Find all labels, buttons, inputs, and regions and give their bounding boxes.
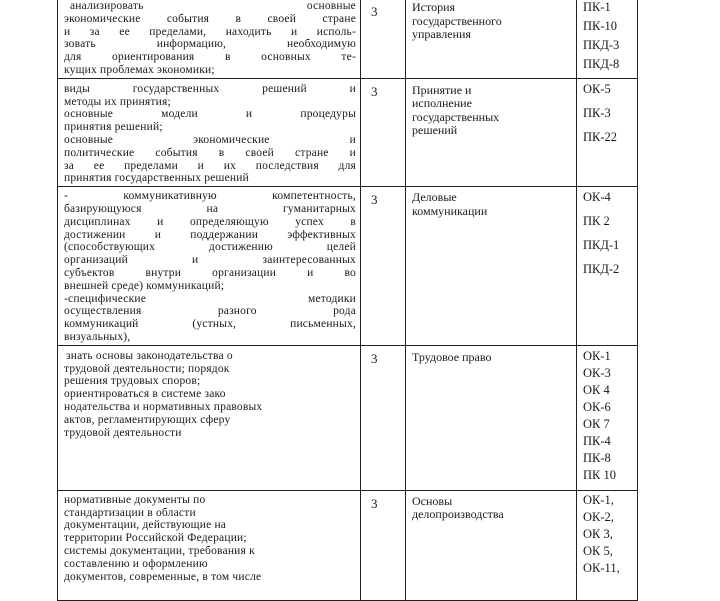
description-line: коммуникаций (устных, письменных, (64, 318, 356, 331)
hours-cell (361, 187, 406, 346)
description-line: достижении и поддержании эффективных (64, 228, 356, 241)
description-cell (58, 345, 361, 490)
competency-code: ОК 4 (583, 382, 610, 397)
description-line: актов, регламентирующих сферу (64, 413, 231, 426)
competency-code: ОК 3, (583, 526, 613, 541)
description-line: нормативные документы по (64, 493, 206, 506)
description-line: принятия государственных решений (64, 172, 249, 185)
competency-code: ОК-5 (583, 81, 611, 96)
hours-cell (361, 345, 406, 490)
description-line: осуществления разного рода (64, 305, 356, 318)
description-line: принятия решений; (64, 121, 163, 134)
competency-code: ОК-2, (583, 509, 614, 524)
description-line: знать основы законодательства о (66, 349, 233, 362)
discipline-line: Трудовое право (412, 349, 492, 364)
curriculum-table (57, 0, 638, 601)
description-line: основные модели и процедуры (64, 108, 356, 121)
description-line: экономические события в своей стране (64, 12, 356, 25)
competency-code: ПК-10 (583, 19, 618, 33)
table-row (58, 490, 638, 600)
description-line: визуальных), (64, 330, 131, 343)
description-line: анализировать основные (70, 0, 356, 12)
discipline-line: государственного (412, 13, 502, 28)
description-line: ориентироваться в системе зако (64, 388, 226, 401)
discipline-line: коммуникации (412, 203, 488, 218)
description-line: (способствующих достижению целей (64, 241, 356, 254)
description-cell (58, 78, 361, 186)
competency-code: ПКД-2 (583, 262, 620, 277)
description-line: трудовой деятельности; порядок (64, 362, 230, 375)
competency-code: ОК-11, (583, 560, 620, 575)
discipline-line: Принятие и (412, 82, 472, 97)
description-line: субъектов внутри организации и во (64, 266, 356, 279)
competency-code: ОК-6 (583, 399, 611, 414)
description-line: зовать информацию, необходимую (64, 38, 356, 51)
description-cell (58, 0, 361, 78)
description-line: - коммуникативную компетентность, (64, 190, 356, 203)
description-cell (58, 490, 361, 600)
description-line: методы их принятия; (64, 95, 171, 108)
discipline-cell (406, 490, 577, 600)
hours-cell (361, 78, 406, 186)
competencies-cell (577, 490, 638, 600)
competency-code: ПК-4 (583, 433, 611, 448)
competency-code: ПКД-1 (583, 238, 620, 253)
description-line: за ее пределами и их последствия для (64, 159, 356, 172)
description-line: политические события в своей стране и (64, 146, 356, 159)
description-line: нодательства и нормативных правовых (64, 400, 263, 413)
table-row (58, 0, 638, 78)
competency-code: ОК 5, (583, 543, 613, 558)
table-row (58, 78, 638, 186)
description-line: основные экономические и (64, 133, 356, 146)
description-cell (58, 187, 361, 346)
description-line: внешней среде) коммуникаций; (64, 279, 225, 292)
description-line: решения трудовых споров; (64, 375, 201, 388)
description-line: базирующуюся на гуманитарных (64, 202, 356, 215)
description-line: виды государственных решений и (64, 82, 356, 95)
discipline-line: исполнение (412, 96, 472, 111)
description-line: документации, действующие на (64, 519, 227, 532)
competency-code: ПК-1 (583, 0, 611, 14)
competencies-cell (577, 345, 638, 490)
competency-code: ПК-3 (583, 105, 611, 120)
discipline-cell (406, 187, 577, 346)
competency-code: ПКД-3 (583, 38, 620, 52)
hours-value: 3 (371, 4, 378, 19)
table-row (58, 187, 638, 346)
description-line: территории Российской Федерации; (64, 532, 247, 545)
description-line: организаций и заинтересованных (64, 254, 356, 267)
competency-code: ПКД-8 (583, 57, 620, 71)
hours-value: 3 (371, 83, 378, 99)
description-line: для ориентирования в основных те- (64, 51, 356, 64)
description-line: и за ее пределами, находить и исполь- (64, 25, 356, 38)
discipline-line: Основы (412, 493, 453, 508)
hours-cell (361, 0, 406, 78)
competency-code: ПК-22 (583, 129, 618, 144)
discipline-line: управления (412, 27, 471, 41)
description-line: трудовой деятельности (64, 426, 182, 439)
hours-value: 3 (371, 495, 378, 511)
competency-code: ПК 10 (583, 467, 616, 482)
competency-code: ПК 2 (583, 214, 610, 229)
competency-code: ОК-1 (583, 348, 611, 363)
description-line: -специфические методики (64, 292, 356, 305)
discipline-line: решений (412, 123, 458, 138)
discipline-cell (406, 0, 577, 78)
competency-code: ОК-1, (583, 492, 614, 507)
description-line: системы документации, требования к (64, 544, 255, 557)
discipline-line: делопроизводства (412, 507, 504, 522)
discipline-cell (406, 78, 577, 186)
competency-code: ОК-3 (583, 365, 611, 380)
description-line: кущих проблемах экономики; (64, 63, 215, 76)
table-row (58, 345, 638, 490)
description-line: документов, современные, в том числе (64, 570, 262, 583)
hours-cell (361, 490, 406, 600)
hours-value: 3 (371, 192, 378, 208)
competency-code: ПК-8 (583, 450, 611, 465)
competencies-cell (577, 187, 638, 346)
competency-code: ОК-4 (583, 190, 611, 205)
competencies-cell (577, 0, 638, 78)
discipline-line: государственных (412, 109, 500, 124)
discipline-cell (406, 345, 577, 490)
discipline-line: Деловые (412, 190, 457, 205)
competency-code: ОК 7 (583, 416, 610, 431)
competencies-cell (577, 78, 638, 186)
description-line: составлению и оформлению (64, 557, 208, 570)
hours-value: 3 (371, 350, 378, 366)
description-line: дисциплинах и определяющую успех в (64, 215, 356, 228)
description-line: стандартизации в области (64, 506, 196, 519)
discipline-line: История (412, 0, 456, 14)
